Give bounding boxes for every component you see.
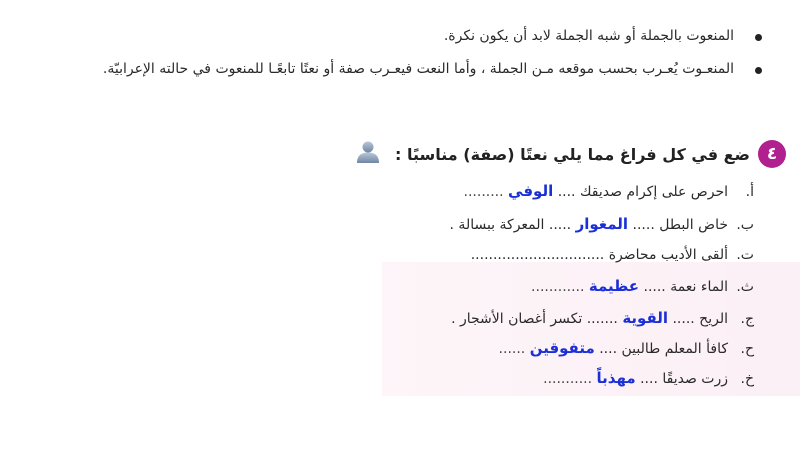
- item-letter: أ.: [745, 184, 754, 200]
- item-answer: عظيمة: [588, 277, 640, 295]
- item-letter: ث.: [736, 279, 754, 295]
- item-text-before: الماء نعمة .....: [643, 279, 728, 295]
- item-text-before: كافأ المعلم طالبين ....: [599, 341, 728, 357]
- rule-bullet-2: [30, 53, 770, 86]
- exercise-item: [450, 215, 754, 233]
- item-answer: الوفي: [508, 182, 554, 200]
- rule-bullet-1: [30, 20, 770, 53]
- item-text-before: زرت صديقًا ....: [640, 371, 728, 387]
- exercise-item: [499, 339, 754, 357]
- item-answer: القوية: [622, 309, 669, 327]
- item-text-after: ....... تكسر أغصان الأشجار .: [451, 311, 618, 327]
- item-answer: المغوار: [575, 215, 629, 233]
- item-text-before: ألقى الأديب محاضرة ..............................: [470, 247, 728, 263]
- item-text-before: احرص على إكرام صديقك ....: [557, 184, 728, 200]
- item-text-before: خاض البطل .....: [632, 217, 728, 233]
- rule-text-2: المنعـوت يُعـرب بحسب موقعه مـن الجملة ، وأما النعت فيعـرب صفة أو نعتًا تابعًـا للمنعوت في حالته الإعرابيّة.: [102, 61, 734, 77]
- bullet-dot: [755, 67, 762, 74]
- bullet-dot: [755, 34, 762, 41]
- item-text-before: الريح .....: [672, 311, 728, 327]
- item-text-after: ...........: [543, 371, 593, 387]
- exercise-item: [464, 182, 754, 200]
- exercise-item: [471, 247, 754, 263]
- item-letter: ج.: [740, 311, 754, 327]
- exercise-item: [531, 277, 754, 295]
- item-answer: متفوقين: [529, 339, 595, 357]
- exercise-heading: [355, 140, 786, 168]
- item-letter: ت.: [736, 247, 754, 263]
- exercise-title: ضع في كل فراغ مما يلي نعتًا (صفة) مناسبًا :: [395, 144, 750, 164]
- item-letter: خ.: [740, 371, 754, 387]
- person-icon: [355, 140, 381, 168]
- item-text-after: ..... المعركة ببسالة .: [449, 217, 572, 233]
- exercise-item: [451, 309, 754, 327]
- exercise-number-badge: ٤: [758, 140, 786, 168]
- item-text-after: ............: [531, 279, 585, 295]
- item-letter: ب.: [736, 217, 754, 233]
- item-text-after: .........: [463, 184, 504, 200]
- item-answer: مهذباً: [596, 369, 636, 387]
- item-text-after: ......: [498, 341, 526, 357]
- rule-text-1: المنعوت بالجملة أو شبه الجملة لابد أن يكون نكرة.: [443, 28, 734, 44]
- item-letter: ح.: [740, 341, 754, 357]
- exercise-item: [543, 369, 754, 387]
